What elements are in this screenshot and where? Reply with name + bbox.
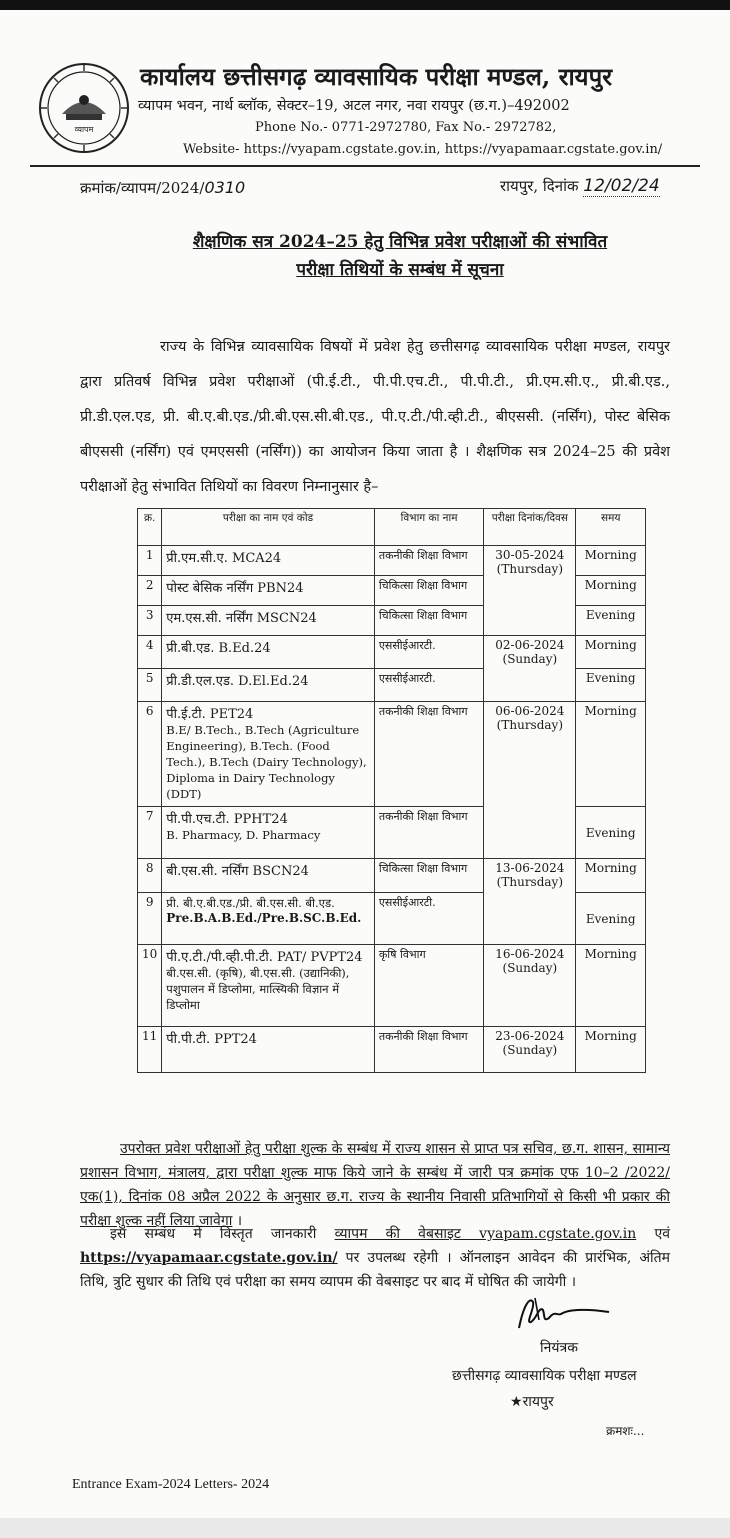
exam-detail: Pre.B.A.B.Ed./Pre.B.SC.B.Ed.: [166, 911, 362, 925]
row-dept: चिकित्सा शिक्षा विभाग: [374, 859, 483, 893]
table-row: [138, 1027, 646, 1073]
row-name: [162, 893, 375, 945]
intro-paragraph: राज्य के विभिन्न व्यावसायिक विषयों में प्रवेश हेतु छत्तीसगढ़ व्यावसायिक परीक्षा मण्डल, रायपुर द्वारा प्रतिवर्ष विभिन्न प्रवेश परीक्षाओं (पी.ई.टी., पी.पी.एच.टी., पी.पी.टी., प्री.एम.सी.ए., प्री.बी.एड., प्री.डी.एल.एड, प्री. बी.ए.बी.एड./प्री.बी.एस.सी.बी.एड., पी.ए.टी./पी.व्ही.टी., बीएससी. (नर्सिंग), पोस्ट बेसिक बीएससी (नर्सिंग) एवं एमएससी (नर्सिंग)) का आयोजन किया जाता है । शैक्षणिक सत्र 2024–25 की प्रवेश परीक्षाओं हेतु संभावित तिथियों का विवरण निम्नानुसार है–: [80, 339, 670, 495]
col-header-date: परीक्षा दिनांक/दिवस: [484, 509, 576, 546]
row-sn: 8: [138, 859, 162, 893]
exam-date: 23-06-2024: [495, 1029, 565, 1043]
row-dept: एससीईआरटी.: [374, 669, 483, 702]
reference-label: क्रमांक/व्यापम/2024/: [80, 179, 205, 197]
exam-schedule-table: [137, 508, 646, 1073]
exam-day: (Thursday): [496, 875, 564, 889]
col-header-dept: विभाग का नाम: [374, 509, 483, 546]
exam-date: 06-06-2024: [495, 704, 565, 718]
office-address: व्यापम भवन, नार्थ ब्लॉक, सेक्टर–19, अटल नगर, नवा रायपुर (छ.ग.)–492002: [138, 98, 570, 114]
row-sn: 10: [138, 945, 162, 1027]
reference-number: [80, 178, 245, 198]
row-time: Morning: [576, 576, 646, 606]
info-text-1: इस सम्बंध में विस्तृत जानकारी: [110, 1226, 335, 1242]
exam-day: (Sunday): [502, 961, 558, 975]
col-header-time: समय: [576, 509, 646, 546]
exam-date: 16-06-2024: [495, 947, 565, 961]
row-time: Morning: [576, 859, 646, 893]
office-phone: Phone No.- 0771-2972780, Fax No.- 2972782,: [255, 120, 557, 135]
fee-end: ।: [232, 1213, 243, 1229]
row-time: Morning: [576, 945, 646, 1027]
row-time: Morning: [576, 702, 646, 807]
row-time: Morning: [576, 636, 646, 669]
row-date: [484, 546, 576, 636]
exam-detail: B. Pharmacy, D. Pharmacy: [166, 828, 321, 842]
row-dept: तकनीकी शिक्षा विभाग: [374, 1027, 483, 1073]
row-dept: चिकित्सा शिक्षा विभाग: [374, 576, 483, 606]
fee-paragraph: [80, 1137, 670, 1233]
row-date: [484, 859, 576, 945]
exam-detail: B.E/ B.Tech., B.Tech (Agriculture Engineering), B.Tech. (Food Tech.), B.Tech (Dairy Technology), Diploma in Dairy Technology (DDT): [166, 723, 367, 801]
row-time: Evening: [576, 606, 646, 636]
row-sn: 6: [138, 702, 162, 807]
website-link-vyapamaar[interactable]: https://vyapamaar.cgstate.gov.in/: [80, 1250, 338, 1266]
row-name: [162, 546, 375, 576]
exam-name: प्री. बी.ए.बी.एड./प्री. बी.एस.सी. बी.एड.: [166, 896, 335, 910]
subject-line-1: शैक्षणिक सत्र 2024–25 हेतु विभिन्न प्रवेश परीक्षाओं की संभावित: [192, 232, 608, 252]
row-dept: एससीईआरटी.: [374, 893, 483, 945]
exam-name: पी.पी.टी. PPT24: [166, 1032, 257, 1047]
row-time: Evening: [576, 669, 646, 702]
office-website: Website- https://vyapam.cgstate.gov.in, https://vyapamaar.cgstate.gov.in/: [183, 142, 663, 157]
row-dept: तकनीकी शिक्षा विभाग: [374, 546, 483, 576]
row-dept: एससीईआरटी.: [374, 636, 483, 669]
top-edge: [0, 0, 730, 10]
table-header-row: [138, 509, 646, 546]
signatory-city-text: रायपुर: [522, 1394, 554, 1410]
footer-reference: Entrance Exam-2024 Letters- 2024: [72, 1477, 270, 1492]
star-icon: ★: [510, 1394, 523, 1410]
emblem-text: व्यापम: [74, 125, 94, 134]
office-title: कार्यालय छत्तीसगढ़ व्यावसायिक परीक्षा मण्डल, रायपुर: [140, 62, 613, 91]
row-name: [162, 859, 375, 893]
row-name: [162, 807, 375, 859]
row-name: [162, 702, 375, 807]
col-header-name: परीक्षा का नाम एवं कोड: [162, 509, 375, 546]
col-header-sn: क्र.: [138, 509, 162, 546]
info-text-3: पर उपलब्ध रहेगी । ऑनलाइन आवेदन की प्रारंभिक, अंतिम तिथि, त्रुटि सुधार की तिथि एवं परीक्षा का समय व्यापम की वेबसाइट पर बाद में घोषित की जायेगी ।: [80, 1250, 670, 1290]
website-paragraph: [80, 1222, 670, 1294]
exam-name: पोस्ट बेसिक नर्सिंग PBN24: [166, 581, 304, 596]
row-date: [484, 945, 576, 1027]
subject-heading: [180, 228, 620, 284]
row-sn: 11: [138, 1027, 162, 1073]
row-time: Morning: [576, 1027, 646, 1073]
exam-date: 02-06-2024: [495, 638, 565, 652]
row-name: [162, 576, 375, 606]
signatory-city: [510, 1392, 554, 1411]
exam-detail: बी.एस.सी. (कृषि), बी.एस.सी. (उद्यानिकी), पशुपालन में डिप्लोमा, मात्स्यिकी विज्ञान में डिप्लोमा: [166, 966, 350, 1012]
exam-name: प्री.एम.सी.ए. MCA24: [166, 551, 282, 566]
website-link-vyapam[interactable]: व्यापम की वेबसाइट vyapam.cgstate.gov.in: [334, 1226, 637, 1242]
subject-line-2: परीक्षा तिथियों के सम्बंध में सूचना: [296, 260, 504, 280]
header-divider: [30, 165, 700, 167]
row-sn: 5: [138, 669, 162, 702]
row-dept: चिकित्सा शिक्षा विभाग: [374, 606, 483, 636]
continued-marker: क्रमशः...: [606, 1424, 645, 1438]
exam-name: पी.ए.टी./पी.व्ही.पी.टी. PAT/ PVPT24: [166, 950, 363, 965]
exam-name: बी.एस.सी. नर्सिंग BSCN24: [166, 864, 309, 879]
exam-date: 30-05-2024: [495, 548, 565, 562]
signatory-designation: नियंत्रक: [540, 1340, 578, 1356]
exam-name: पी.ई.टी. PET24: [166, 707, 254, 722]
bottom-edge: [0, 1518, 730, 1538]
exam-name: प्री.डी.एल.एड. D.El.Ed.24: [166, 674, 309, 689]
row-date: [484, 636, 576, 702]
vyapam-emblem-icon: [38, 62, 130, 154]
exam-date: 13-06-2024: [495, 861, 565, 875]
row-name: [162, 945, 375, 1027]
row-time: Evening: [576, 807, 646, 859]
table-row: [138, 636, 646, 669]
row-name: [162, 606, 375, 636]
table-row: [138, 945, 646, 1027]
exam-name: प्री.बी.एड. B.Ed.24: [166, 641, 271, 656]
exam-name: एम.एस.सी. नर्सिंग MSCN24: [166, 611, 317, 626]
exam-day: (Sunday): [502, 1043, 558, 1057]
row-time: Morning: [576, 546, 646, 576]
row-date: [484, 1027, 576, 1073]
exam-name: पी.पी.एच.टी. PPHT24: [166, 812, 288, 827]
table-row: [138, 859, 646, 893]
row-sn: 7: [138, 807, 162, 859]
date-label: रायपुर, दिनांक: [500, 177, 579, 195]
exam-day: (Thursday): [496, 718, 564, 732]
date-value: 12/02/24: [583, 176, 660, 196]
info-text-2: एवं: [636, 1226, 670, 1242]
row-time: Evening: [576, 893, 646, 945]
row-name: [162, 636, 375, 669]
signature-icon: [505, 1288, 615, 1333]
fee-text: उपरोक्त प्रवेश परीक्षाओं हेतु परीक्षा शुल्क के सम्बंध में राज्य शासन से प्राप्त पत्र सचिव, छ.ग. शासन, सामान्य प्रशासन विभाग, मंत्रालय, द्वारा परीक्षा शुल्क माफ किये जाने के सम्बंध में जारी पत्र क्रमांक एफ 10–2 /2022/एक(1), दिनांक 08 अप्रैल 2022 के अनुसार छ.ग. राज्य के स्थानीय निवासी प्रतिभागियों से किसी भी प्रकार की परीक्षा शुल्क नहीं लिया जावेगा: [80, 1141, 670, 1229]
table-row: [138, 546, 646, 576]
row-name: [162, 669, 375, 702]
row-dept: कृषि विभाग: [374, 945, 483, 1027]
letter-date: [500, 176, 660, 196]
row-sn: 2: [138, 576, 162, 606]
row-dept: तकनीकी शिक्षा विभाग: [374, 702, 483, 807]
table-row: [138, 702, 646, 807]
row-dept: तकनीकी शिक्षा विभाग: [374, 807, 483, 859]
row-sn: 9: [138, 893, 162, 945]
signatory-organization: छत्तीसगढ़ व्यावसायिक परीक्षा मण्डल: [452, 1368, 637, 1384]
row-name: [162, 1027, 375, 1073]
exam-day: (Sunday): [502, 652, 558, 666]
reference-number-value: 0310: [204, 178, 246, 197]
row-sn: 4: [138, 636, 162, 669]
row-date: [484, 702, 576, 859]
row-sn: 1: [138, 546, 162, 576]
row-sn: 3: [138, 606, 162, 636]
exam-day: (Thursday): [496, 562, 564, 576]
